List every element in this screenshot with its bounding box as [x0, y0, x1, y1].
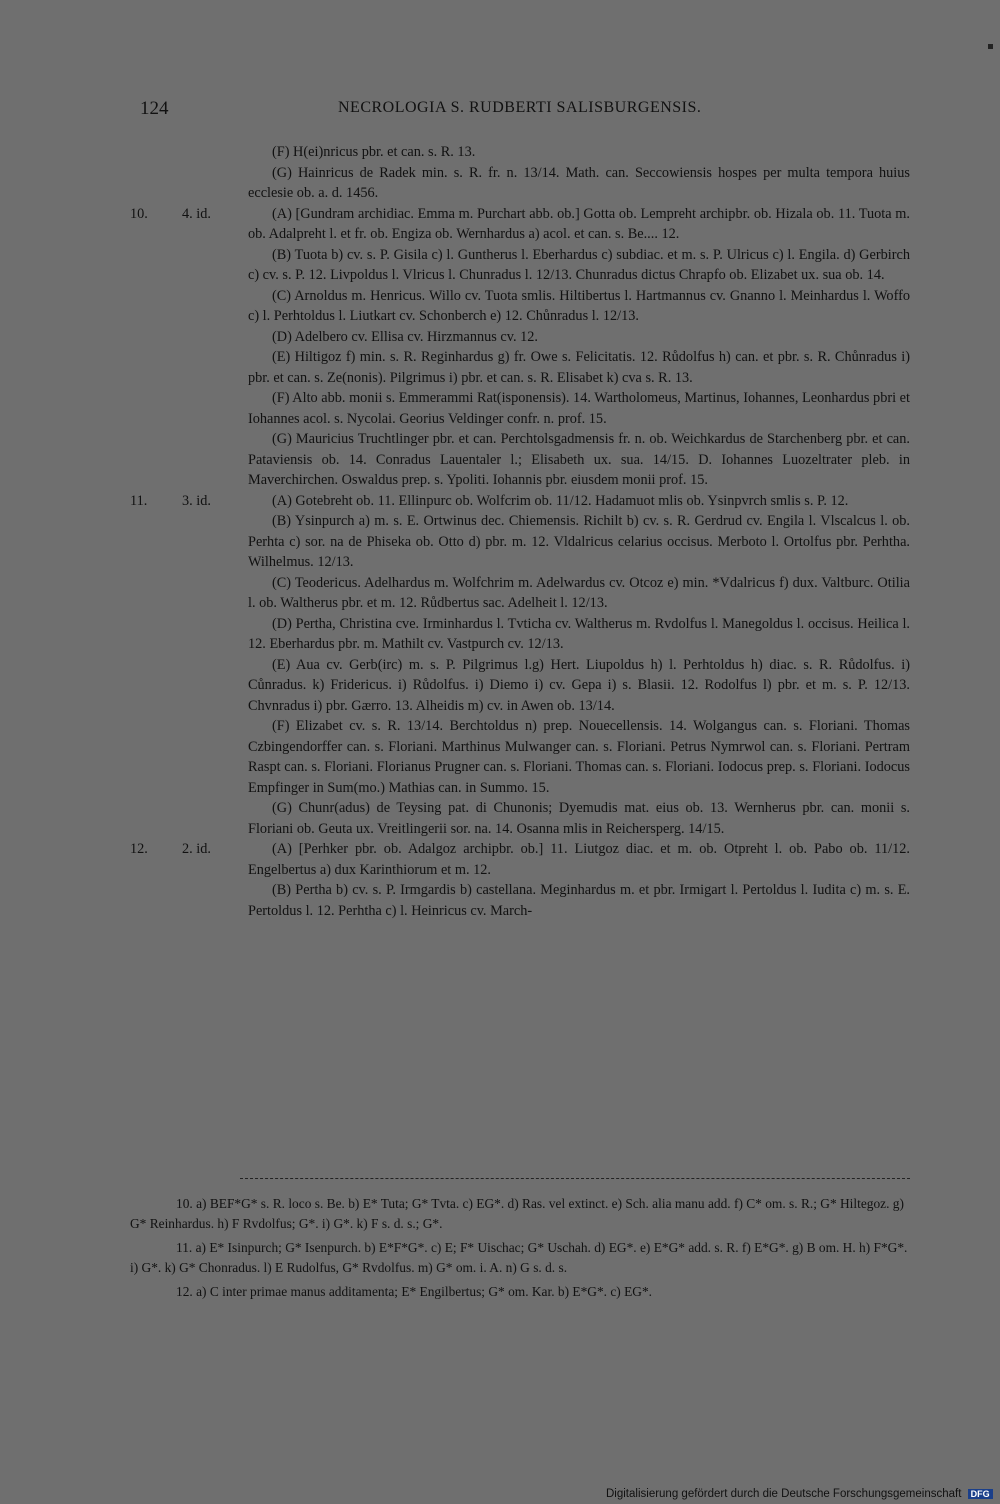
entry-paragraph: (F) Alto abb. monii s. Emmerammi Rat(isponensis). 14. Wartholomeus, Martinus, Iohannes, Leonhardus pbri et Iohannes acol. s. Nycolai. Georius Veldinger confr. n. prof. 15.: [248, 390, 910, 427]
entry-paragraph: (E) Aua cv. Gerb(irc) m. s. P. Pilgrimus l.g) Hert. Liupoldus h) l. Perhtoldus h) diac. s. R. Růdolfus. i) Cůnradus. k) Fridericus. i) Růdolfus. i) Diemo i) cv. Gepa i) s. Blasii. 12. Rodolfus l) pbr. et m. s. P. 12/13. Chvnradus i) pbr. Gærro. 13. Alheidis m) cv. in Awen ob. 13/14.: [248, 656, 910, 714]
entry-paragraph: (A) [Gundram archidiac. Emma m. Purchart abb. ob.] Gotta ob. Lempreht archipbr. ob. Hizala ob. 11. Tuota m. ob. Adalpreht l. et fr. ob. Engiza ob. Wernhardus a) acol. et can. s. Be.... 12.: [248, 205, 910, 242]
entry-paragraph: (G) Chunr(adus) de Teysing pat. di Chunonis; Dyemudis mat. eius ob. 13. Wernherus pbr. can. monii s. Floriani ob. Geuta ux. Vreitlingerii sor. na. 14. Osanna mlis in Reichersperg. 14/15.: [248, 800, 910, 837]
date-ides: 3. id.: [182, 492, 211, 509]
necrology-entry: [130, 839, 910, 921]
date-number: 10.: [130, 205, 148, 222]
entry-paragraph: (C) Teodericus. Adelhardus m. Wolfchrim m. Adelwardus cv. Otcoz e) min. *Vdalricus f) dux. Valtburc. Otilia l. ob. Waltherus pbr. et m. 12. Růdbertus sac. Adelheit l. 12/13.: [248, 574, 910, 611]
entry-paragraph: (B) Tuota b) cv. s. P. Gisila c) l. Guntherus l. Eberhardus c) subdiac. et m. s. P. Ulricus c) l. Engila. d) Gerbirch c) cv. s. P. 12. Livpoldus l. Vlricus l. Chunradus l. 12/13. Chunradus dictus Chrapfo ob. Elizabet ux. sua ob. 14.: [248, 246, 910, 283]
date-number: 11.: [130, 492, 148, 509]
footnote: 12. a) C inter primae manus additamenta; E* Engilbertus; G* om. Kar. b) E*G*. c) EG*.: [176, 1284, 652, 1299]
entry-paragraph: (B) Pertha b) cv. s. P. Irmgardis b) castellana. Meginhardus m. et pbr. Irmigart l. Pertoldus l. Iudita c) m. s. E. Pertoldus l. 12. Perhtha c) l. Heinricus cv. March-: [248, 882, 910, 919]
entry-paragraph: (E) Hiltigoz f) min. s. R. Reginhardus g) fr. Owe s. Felicitatis. 12. Růdolfus h) can. et pbr. s. R. Chůnradus i) pbr. et can. s. Ze(nonis). Pilgrimus i) pbr. et can. s. R. Elisabet k) cva s. R. 13.: [248, 349, 910, 386]
necrology-entry: [130, 491, 910, 840]
scan-mark: [988, 44, 993, 49]
necrology-entry: [130, 204, 910, 491]
entry-paragraph: (C) Arnoldus m. Henricus. Willo cv. Tuota smlis. Hiltibertus l. Hartmannus cv. Gnanno l. Meinhardus l. Woffo c) l. Perhtoldus l. Liutkart cv. Schonberch e) 12. Chůnradus l. 12/13.: [248, 287, 910, 324]
necrology-entry: [130, 142, 910, 204]
running-title: NECROLOGIA S. RUDBERTI SALISBURGENSIS.: [338, 99, 702, 116]
entry-paragraph: (B) Ysinpurch a) m. s. E. Ortwinus dec. Chiemensis. Richilt b) cv. s. R. Gerdrud cv. Engila l. Vlscalcus l. ob. Perhta c) sor. na de Phiseka ob. Otto d) pbr. m. 12. Vldalricus celarius occisus. Merboto l. Ortolfus pbr. Perhtha. Wilhelmus. 12/13.: [248, 513, 910, 570]
footnote: 11. a) E* Isinpurch; G* Isenpurch. b) E*F*G*. c) E; F* Uischac; G* Uschah. d) EG*. e) E*G* add. s. R. f) E*G*. g) B om. H. h) F*G*. i) G*. k) G* Chonradus. l) E Rudolfus, G* Rvdolfus. m) G* om. i. A. n) G s. d. s.: [130, 1240, 908, 1275]
entry-paragraph: (F) H(ei)nricus pbr. et can. s. R. 13.: [272, 144, 476, 160]
entry-paragraph: (G) Mauricius Truchtlinger pbr. et can. Perchtolsgadmensis fr. n. ob. Weichkardus de Starchenberg pbr. et can. Pataviensis ob. 14. Conradus Lauentaler l.; Elisabeth ux. sua. 14/15. D. Iohannes Luozeltrater pleb. in Maverchirchen. Oswaldus prep. s. Ypoliti. Iohannis pbr. eiusdem monii prof. 15.: [248, 431, 910, 488]
date-number: 12.: [130, 841, 148, 857]
page-header: [0, 98, 1000, 128]
date-ides: 4. id.: [182, 205, 211, 222]
funding-footer: [606, 1488, 993, 1500]
footnote-rule: [240, 1178, 910, 1179]
dfg-logo: DFG: [968, 1489, 993, 1499]
entry-paragraph: (F) Elizabet cv. s. R. 13/14. Berchtoldus n) prep. Nouecellensis. 14. Wolgangus can. s. Floriani. Thomas Czbingendorffer can. s. Floriani. Marthinus Mulwanger can. s. Floriani. Petrus Nymrwol can. s. Floriani. Pertram Raspt can. s. Floriani. Florianus Prugner can. s. Floriani. Thomas can. s. Floriani. Iodocus prep. s. Floriani. Iodocus Empfinger in Sum(mo.) Mathias can. in Summo. 15.: [248, 718, 910, 796]
funding-text: Digitalisierung gefördert durch die Deutsche Forschungsgemeinschaft: [606, 1488, 962, 1500]
entry-paragraph: (G) Hainricus de Radek min. s. R. fr. n. 13/14. Math. can. Seccowiensis hospes per multa tempora huius ecclesie ob. a. d. 1456.: [248, 164, 910, 201]
entry-paragraph: (A) [Perhker pbr. ob. Adalgoz archipbr. ob.] 11. Liutgoz diac. et m. ob. Otpreht l. ob. Pabo ob. 11/12. Engelbertus a) dux Karinthiorum et m. 12.: [248, 841, 910, 878]
entry-paragraph: (D) Pertha, Christina cve. Irminhardus l. Tvticha cv. Waltherus m. Rvdolfus l. Manegoldus l. occisus. Heilica l. 12. Eberhardus pbr. m. Mathilt cv. Vastpurch cv. 12/13.: [248, 615, 910, 652]
footnote: 10. a) BEF*G* s. R. loco s. Be. b) E* Tuta; G* Tvta. c) EG*. d) Ras. vel extinct. e) Sch. alia manu add. f) C* om. s. R.; G* Hiltegoz. g) G* Reinhardus. h) F Rvdolfus; G*. i) G*. k) F s. d. s.; G*.: [130, 1196, 904, 1231]
page-number: 124: [140, 98, 169, 119]
necrology-body: [130, 142, 910, 921]
date-ides: 2. id.: [182, 841, 211, 857]
entry-paragraph: (D) Adelbero cv. Ellisa cv. Hirzmannus cv. 12.: [272, 328, 538, 345]
entry-paragraph: (A) Gotebreht ob. 11. Ellinpurc ob. Wolfcrim ob. 11/12. Hadamuot mlis ob. Ysinpvrch smlis s. P. 12.: [272, 492, 849, 509]
footnotes: [130, 1194, 910, 1306]
